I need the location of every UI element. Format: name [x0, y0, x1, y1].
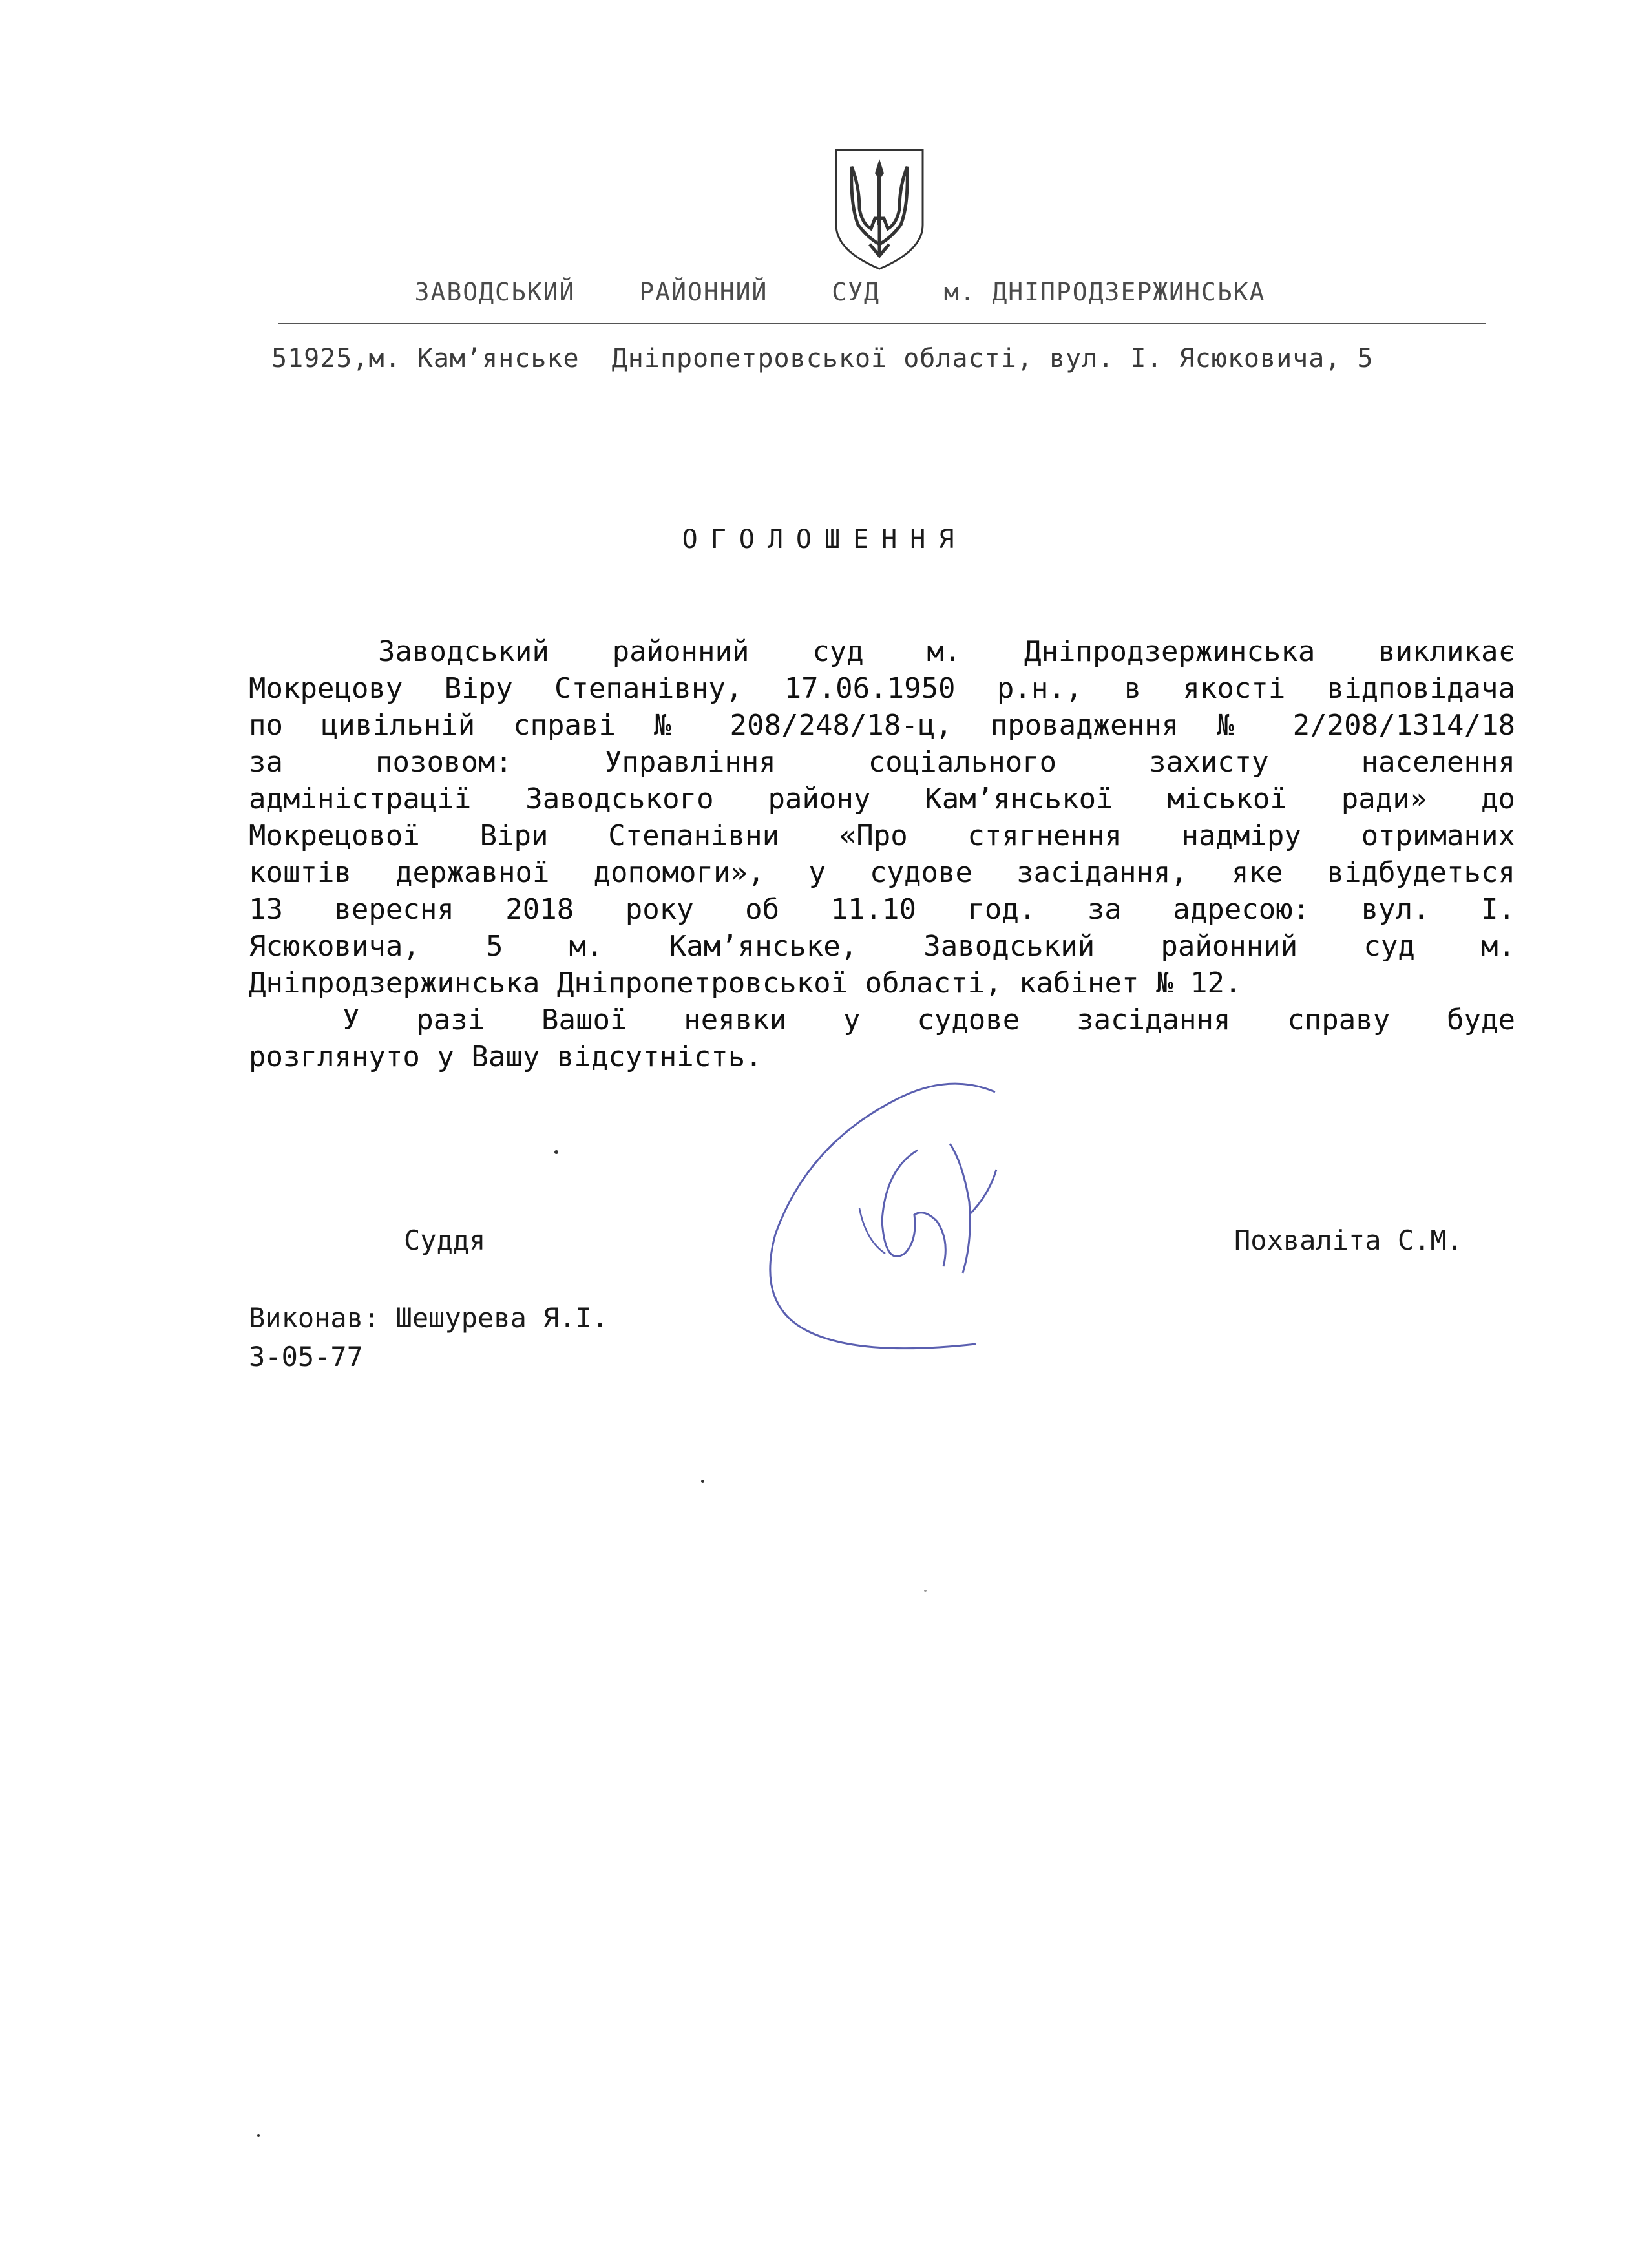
judge-label: Суддя [404, 1224, 486, 1256]
court-name-header [258, 278, 1422, 306]
body-line: адміністрації Заводського району Кам’янської міської ради» до [249, 782, 1515, 815]
scan-speck [257, 2134, 260, 2137]
body-line: за позовом: Управління соціального захисту населення [249, 746, 1515, 779]
executor-block [249, 1299, 608, 1376]
body-line: по цивільній справі № 208/248/18-ц, провадження № 2/208/1314/18 [249, 709, 1515, 742]
court-word-4: м. ДНІПРОДЗЕРЖИНСЬКА [943, 278, 1266, 306]
body-line: розглянуто у Вашу відсутність. [249, 1040, 762, 1073]
court-address: 51925,м. Кам’янське Дніпропетровської області, вул. І. Ясюковича, 5 [271, 344, 1374, 373]
body-line: Мокрецової Віри Степанівни «Про стягнення надміру отриманих [249, 819, 1515, 852]
ukraine-trident-emblem-icon [832, 147, 927, 271]
body-line: коштів державної допомоги», у судове засідання, яке відбудеться [249, 856, 1515, 889]
scan-speck [924, 1590, 927, 1592]
scan-speck [554, 1150, 558, 1154]
document-title: ОГОЛОШЕННЯ [682, 525, 967, 554]
executor-phone: 3-05-77 [249, 1341, 364, 1372]
court-word-1: ЗАВОДСЬКИЙ [414, 278, 576, 306]
body-line: У разі Вашої неявки у судове засідання справу буде [342, 1003, 1515, 1036]
handwritten-signature [756, 1073, 1034, 1363]
announcement-body [249, 633, 1515, 1075]
body-line: 13 вересня 2018 року об 11.10 год. за адресою: вул. І. [249, 893, 1515, 926]
executor-name: Виконав: Шешурева Я.І. [249, 1302, 609, 1334]
judge-name: Похваліта С.М. [1234, 1224, 1464, 1256]
scan-speck [701, 1480, 704, 1483]
body-line: Ясюковича, 5 м. Кам’янське, Заводський районний суд м. [249, 930, 1515, 963]
court-word-2: РАЙОННИЙ [639, 278, 768, 306]
body-line: Заводський районний суд м. Дніпродзержинська викликає [378, 635, 1515, 668]
court-word-3: СУД [832, 278, 880, 306]
body-line: Дніпродзержинська Дніпропетровської області, кабінет № 12. [249, 967, 1242, 1000]
body-line: Мокрецову Віру Степанівну, 17.06.1950 р.н., в якості відповідача [249, 672, 1515, 705]
header-divider [278, 323, 1486, 324]
